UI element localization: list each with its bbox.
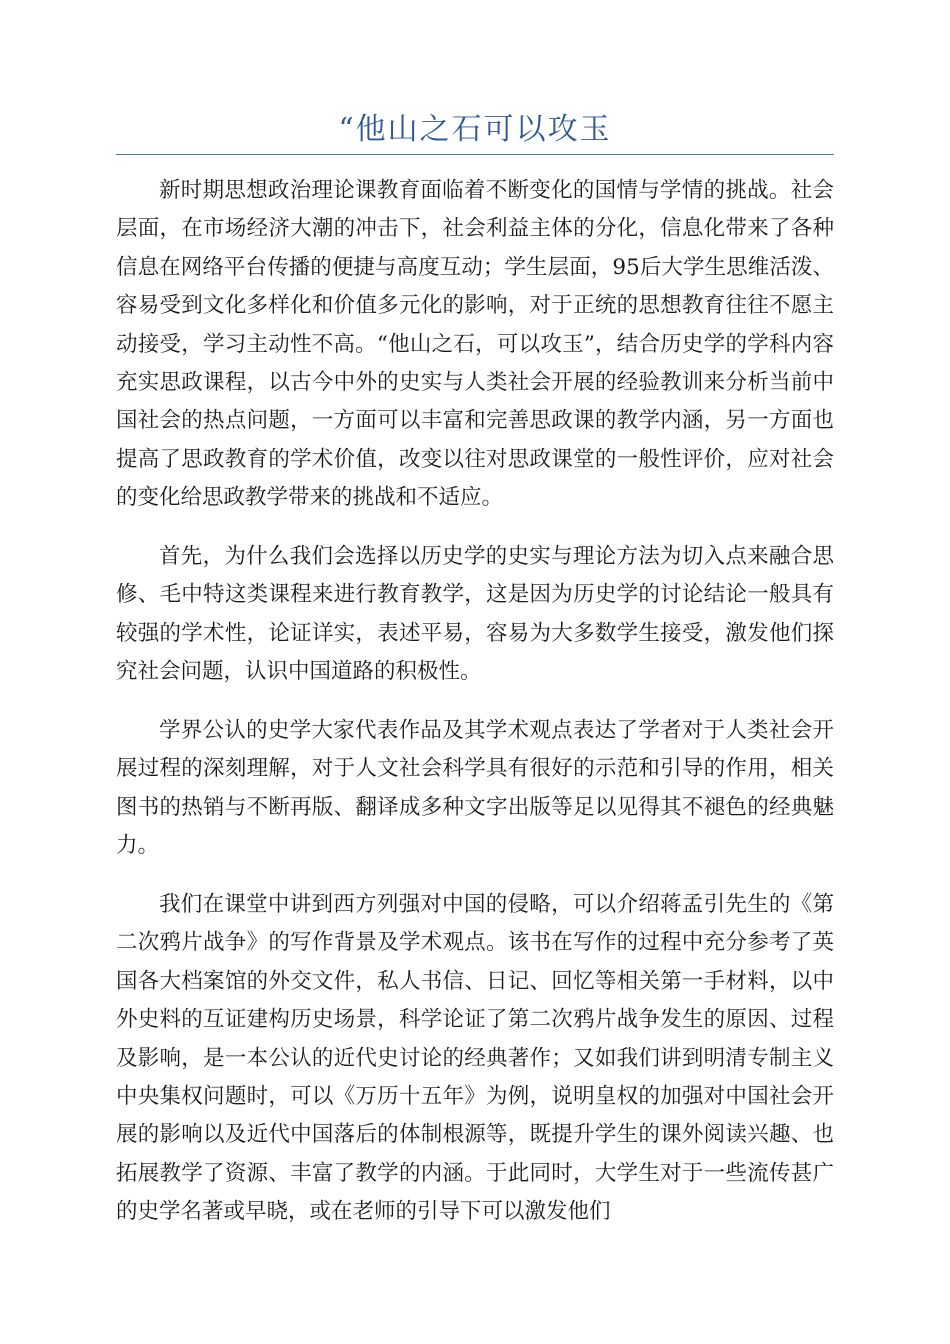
paragraph-3: 学界公认的史学大家代表作品及其学术观点表达了学者对于人类社会开展过程的深刻理解，对于人文社会科学具有很好的示范和引导的作用，相关图书的热销与不断再版、翻译成多种文字出版等足以见得其不褪色的经典魅力。 [116, 718, 834, 859]
document-body [116, 172, 834, 1236]
document-title: “他山之石可以攻玉 [338, 112, 612, 147]
paragraph-2: 首先，为什么我们会选择以历史学的史实与理论方法为切入点来融合思修、毛中特这类课程来进行教育教学，这是因为历史学的讨论结论一般具有较强的学术性，论证详实，表述平易，容易为大多数学生接受，激发他们探究社会问题，认识中国道路的积极性。 [116, 544, 834, 685]
paragraph-4: 我们在课堂中讲到西方列强对中国的侵略，可以介绍蒋孟引先生的《第二次鸦片战争》的写作背景及学术观点。该书在写作的过程中充分参考了英国各大档案馆的外交文件，私人书信、日记、回忆等相关第一手材料，以中外史料的互证建构历史场景，科学论证了第二次鸦片战争发生的原因、过程及影响，是一本公认的近代史讨论的经典著作；又如我们讲到明清专制主义中央集权问题时，可以《万历十五年》为例，说明皇权的加强对中国社会开展的影响以及近代中国落后的体制根源等，既提升学生的课外阅读兴趣、也拓展教学了资源、丰富了教学的内涵。于此同时，大学生对于一些流传甚广的史学名著或早晓，或在老师的引导下可以激发他们 [116, 892, 834, 1225]
title-underline [116, 154, 834, 155]
paragraph-1: 新时期思想政治理论课教育面临着不断变化的国情与学情的挑战。社会层面，在市场经济大潮的冲击下，社会利益主体的分化，信息化带来了各种信息在网络平台传播的便捷与高度互动；学生层面，95后大学生思维活泼、容易受到文化多样化和价值多元化的影响，对于正统的思想教育往往不愿主动接受，学习主动性不高。“他山之石，可以攻玉”，结合历史学的学科内容充实思政课程，以古今中外的史实与人类社会开展的经验教训来分析当前中国社会的热点问题，一方面可以丰富和完善思政课的教学内涵，另一方面也提高了思政教育的学术价值，改变以往对思政课堂的一般性评价，应对社会的变化给思政教学带来的挑战和不适应。 [116, 178, 834, 511]
